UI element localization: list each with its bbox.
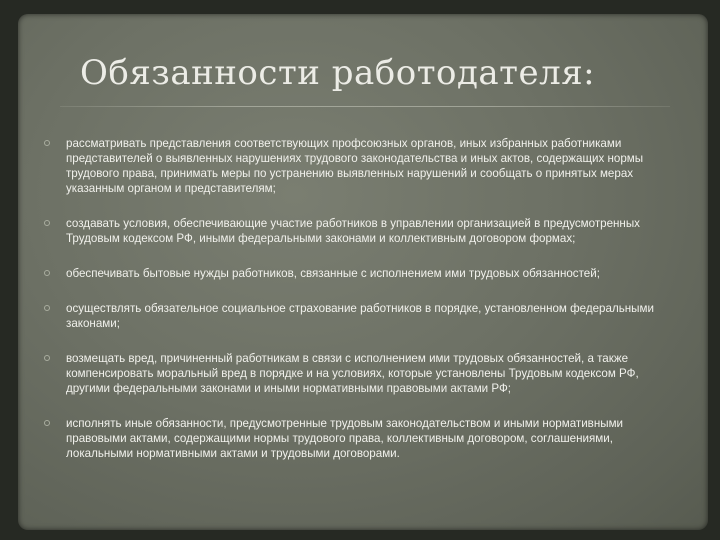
- circle-bullet-icon: [44, 140, 50, 146]
- circle-bullet-icon: [44, 270, 50, 276]
- list-item-text: возмещать вред, причиненный работникам в связи с исполнением ими трудовых обязанностей, а также компенсировать моральный вред в порядке и на условиях, которые установлены Трудовым кодексом РФ, другими федеральными законами и иными нормативными правовыми актами РФ;: [66, 352, 639, 395]
- title-divider: [60, 106, 670, 107]
- circle-bullet-icon: [44, 305, 50, 311]
- bullet-list: [44, 136, 664, 461]
- list-item-text: исполнять иные обязанности, предусмотренные трудовым законодательством и иными нормативными правовыми актами, содержащими нормы трудового права, коллективным договором, соглашениями, локальными нормативными актами и трудовыми договорами.: [66, 417, 624, 460]
- list-item: [44, 416, 664, 461]
- list-item: [44, 351, 664, 396]
- list-item: [44, 136, 664, 196]
- list-item-text: осуществлять обязательное социальное страхование работников в порядке, установленном федеральными законами;: [66, 302, 654, 330]
- list-item-text: обеспечивать бытовые нужды работников, связанные с исполнением ими трудовых обязанностей;: [66, 267, 600, 280]
- slide-title: Обязанности работодателя:: [80, 53, 596, 93]
- circle-bullet-icon: [44, 420, 50, 426]
- circle-bullet-icon: [44, 355, 50, 361]
- list-item: [44, 216, 664, 246]
- list-item-text: создавать условия, обеспечивающие участие работников в управлении организацией в предусмотренных Трудовым кодексом РФ, иными федеральными законами и коллективным договором формах;: [66, 217, 640, 245]
- list-item-text: рассматривать представления соответствующих профсоюзных органов, иных избранных работниками представителей о выявленных нарушениях трудового законодательства и иных актов, содержащих нормы трудового права, принимать меры по устранению выявленных нарушений и сообщать о принятых мерах указанным органом и представителям;: [66, 137, 644, 195]
- list-item: [44, 301, 664, 331]
- circle-bullet-icon: [44, 220, 50, 226]
- list-item: [44, 266, 664, 281]
